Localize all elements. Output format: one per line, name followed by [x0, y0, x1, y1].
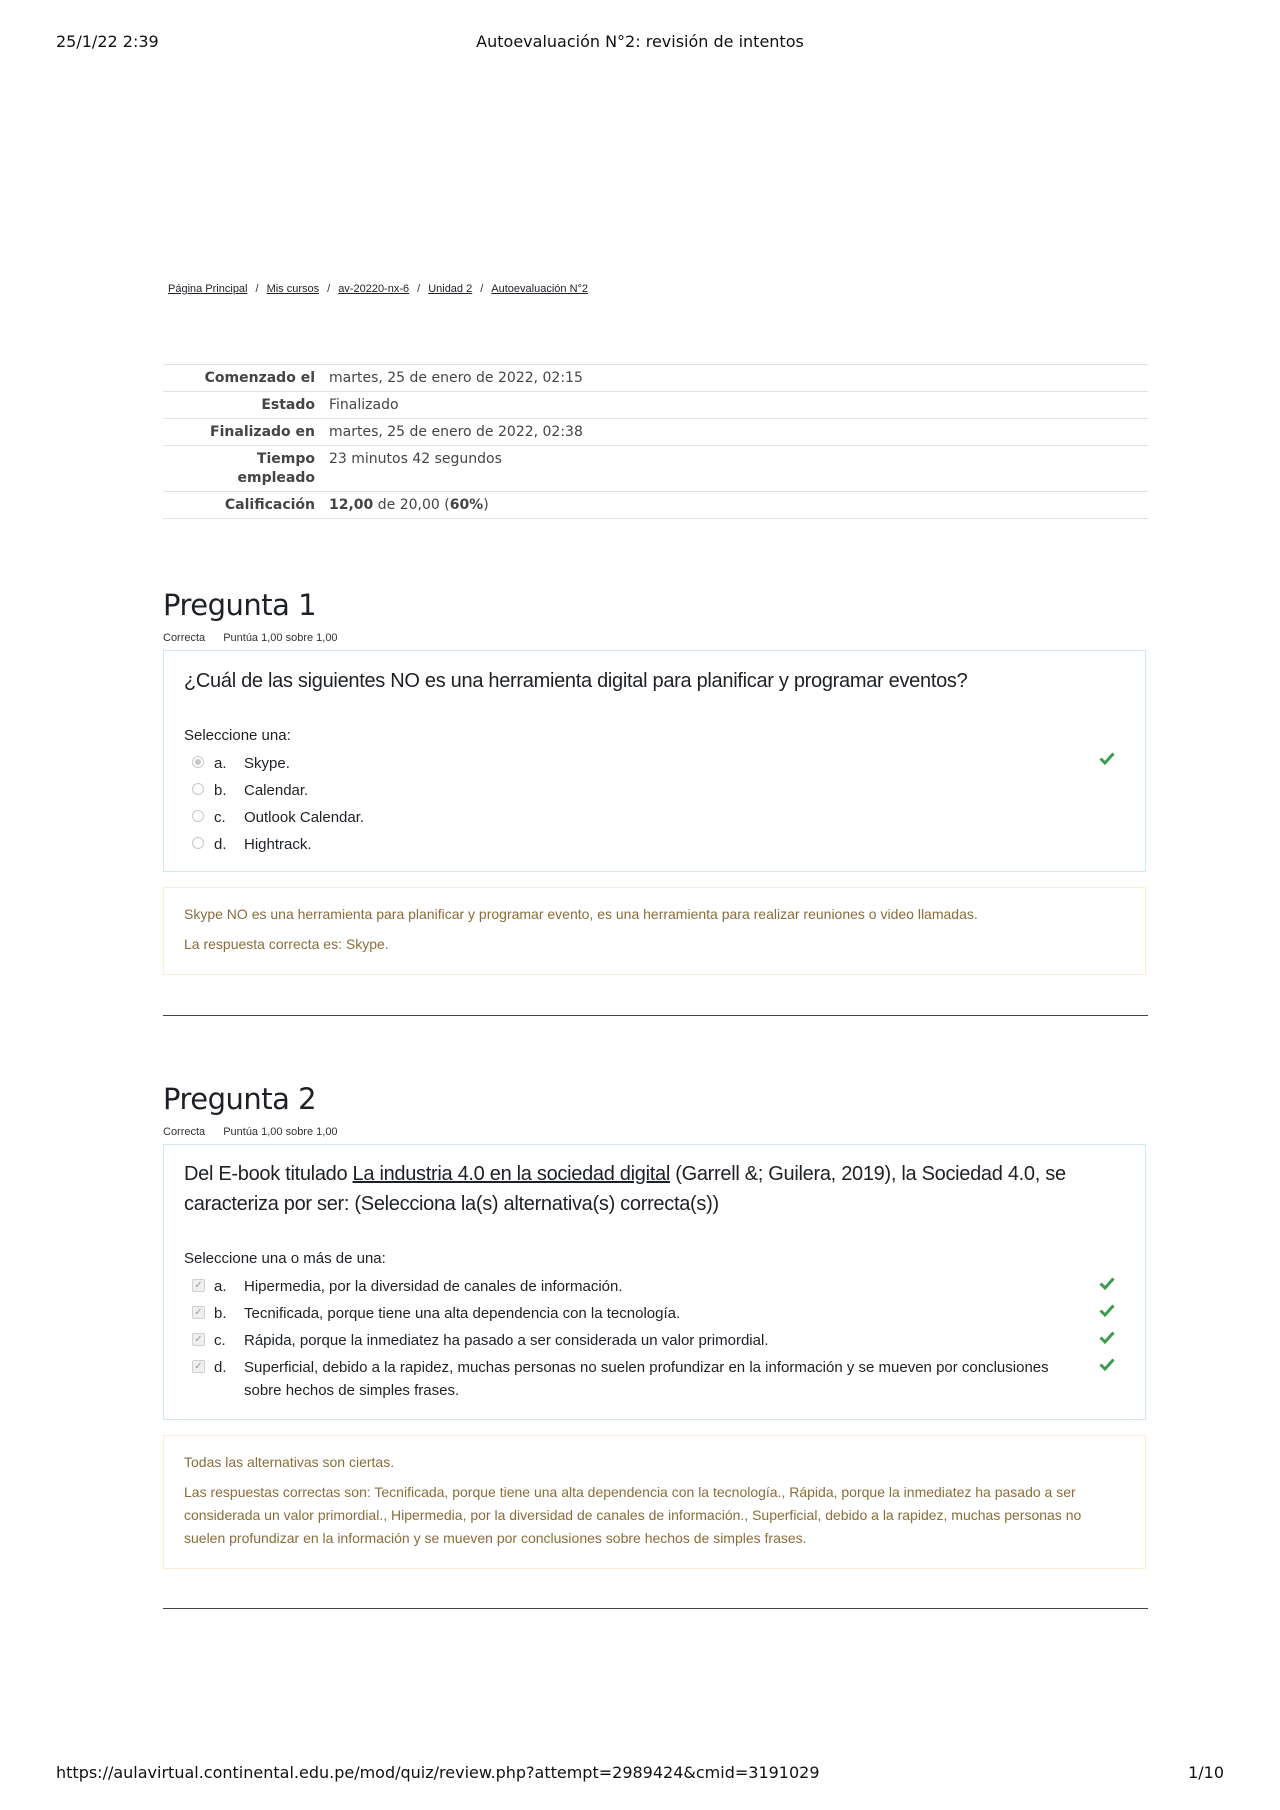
- summary-value: [321, 492, 1148, 519]
- question-divider: [163, 1015, 1148, 1016]
- general-feedback: Skype NO es una herramienta para planificar y programar evento, es una herramienta para realizar reuniones o video llamadas.: [184, 906, 978, 922]
- answer-text: Calendar.: [244, 782, 309, 799]
- answer-text: Outlook Calendar.: [244, 809, 365, 826]
- general-feedback: Todas las alternativas son ciertas.: [184, 1454, 395, 1470]
- answer-text: Tecnificada, porque tiene una alta dependencia con la tecnología.: [244, 1305, 681, 1322]
- breadcrumb-unit-link[interactable]: Unidad 2: [428, 283, 473, 295]
- answer-letter: c.: [214, 809, 226, 826]
- answer-letter: b.: [214, 1305, 227, 1322]
- grade-of: de 20,00 (: [377, 497, 450, 513]
- answer-letter: d.: [214, 836, 227, 853]
- answer-checkbox[interactable]: ✓: [192, 1279, 205, 1292]
- print-page-number: 1/10: [1188, 1763, 1224, 1782]
- question-1-title: Pregunta 1: [163, 588, 317, 622]
- correct-check-icon: [1099, 1302, 1115, 1318]
- answer-letter: a.: [214, 755, 227, 772]
- answer-text: Superficial, debido a la rapidez, muchas personas no suelen profundizar en la información y se mueven por conclusiones sobre hechos de simples frases.: [244, 1359, 1049, 1399]
- breadcrumb-my-courses-link[interactable]: Mis cursos: [266, 283, 320, 295]
- answer-text: Hipermedia, por la diversidad de canales de información.: [244, 1278, 623, 1295]
- question-2-text: [184, 1159, 1085, 1219]
- question-1-text: ¿Cuál de las siguientes NO es una herramienta digital para planificar y programar eventos?: [184, 670, 968, 692]
- summary-label: Estado: [163, 392, 321, 419]
- summary-value: 23 minutos 42 segundos: [321, 446, 1148, 492]
- question-points: Puntúa 1,00 sobre 1,00: [223, 1126, 338, 1138]
- breadcrumb: Página Principal / Mis cursos / av-20220-nx-6 / Unidad 2 / Autoevaluación N°2: [168, 283, 589, 295]
- summary-label-line: Tiempo: [256, 451, 315, 467]
- summary-label-line: empleado: [237, 470, 315, 486]
- summary-value: martes, 25 de enero de 2022, 02:38: [321, 419, 1148, 446]
- question-text-part: (Garrell &; Guilera, 2019), la Sociedad 4.0, se caracteriza por ser: (Selecciona la(s) alternativa(s) correcta(s)): [184, 1163, 1066, 1215]
- question-2-formulation: [163, 1144, 1146, 1420]
- question-status: Correcta: [163, 632, 206, 644]
- breadcrumb-course-link[interactable]: av-20220-nx-6: [338, 283, 410, 295]
- correct-check-icon: [1099, 1275, 1115, 1291]
- summary-row-state: [163, 392, 1148, 419]
- summary-value: martes, 25 de enero de 2022, 02:15: [321, 365, 1148, 392]
- answer-text: Hightrack.: [244, 836, 312, 853]
- question-text-part: Del E-book titulado: [184, 1163, 353, 1185]
- answer-radio[interactable]: [192, 810, 204, 822]
- answer-radio[interactable]: [192, 756, 204, 768]
- question-points: Puntúa 1,00 sobre 1,00: [223, 632, 338, 644]
- grade-close: ): [483, 497, 489, 513]
- answer-letter: c.: [214, 1332, 226, 1349]
- answer-letter: d.: [214, 1359, 227, 1376]
- right-answer: La respuesta correcta es: Skype.: [184, 936, 389, 952]
- print-footer: [56, 1763, 1224, 1785]
- attempt-summary-table: [163, 364, 1148, 519]
- answer-checkbox[interactable]: ✓: [192, 1360, 205, 1373]
- summary-label: Comenzado el: [163, 365, 321, 392]
- answer-letter: b.: [214, 782, 227, 799]
- question-2-prompt: Seleccione una o más de una:: [184, 1250, 386, 1267]
- question-status: Correcta: [163, 1126, 206, 1138]
- summary-label: [163, 446, 321, 492]
- summary-label: Calificación: [163, 492, 321, 519]
- print-header: [56, 32, 1224, 54]
- summary-value: Finalizado: [321, 392, 1148, 419]
- answer-radio[interactable]: [192, 837, 204, 849]
- print-date: 25/1/22 2:39: [56, 32, 159, 51]
- correct-check-icon: [1099, 750, 1115, 766]
- answer-checkbox[interactable]: ✓: [192, 1333, 205, 1346]
- print-title: Autoevaluación N°2: revisión de intentos: [476, 32, 804, 51]
- question-divider: [163, 1608, 1148, 1609]
- question-1-prompt: Seleccione una:: [184, 727, 291, 744]
- summary-row-grade: [163, 492, 1148, 519]
- answer-text: Rápida, porque la inmediatez ha pasado a ser considerada un valor primordial.: [244, 1332, 769, 1349]
- correct-check-icon: [1099, 1356, 1115, 1372]
- question-1-formulation: [163, 650, 1146, 872]
- correct-check-icon: [1099, 1329, 1115, 1345]
- summary-row-time: [163, 446, 1148, 492]
- question-2-feedback: [163, 1435, 1146, 1569]
- summary-row-finished: [163, 419, 1148, 446]
- answer-checkbox[interactable]: ✓: [192, 1306, 205, 1319]
- answer-letter: a.: [214, 1278, 227, 1295]
- summary-row-started: [163, 365, 1148, 392]
- breadcrumb-quiz-link[interactable]: Autoevaluación N°2: [491, 283, 589, 295]
- breadcrumb-home-link[interactable]: Página Principal: [168, 283, 248, 295]
- answer-text: Skype.: [244, 755, 290, 772]
- right-answer: Las respuestas correctas son: Tecnificada, porque tiene una alta dependencia con la tecnología., Rápida, porque la inmediatez ha pasado a ser considerada un valor primordial., Hipermedia, por la diversidad de canales de información., Superficial, debido a la rapidez, muchas personas no suelen profundizar en la información y se mueven por conclusiones sobre hechos de simples frases.: [184, 1484, 1082, 1546]
- answer-radio[interactable]: [192, 783, 204, 795]
- print-url: https://aulavirtual.continental.edu.pe/mod/quiz/review.php?attempt=2989424&cmid=3191029: [56, 1763, 820, 1782]
- question-2-meta: [163, 1126, 338, 1138]
- question-1-feedback: [163, 887, 1146, 975]
- grade-percent: 60%: [449, 497, 484, 513]
- ebook-title-link[interactable]: La industria 4.0 en la sociedad digital: [352, 1163, 670, 1185]
- summary-label: Finalizado en: [163, 419, 321, 446]
- question-2-title: Pregunta 2: [163, 1082, 317, 1116]
- question-1-meta: [163, 632, 338, 644]
- grade-score: 12,00: [329, 497, 374, 513]
